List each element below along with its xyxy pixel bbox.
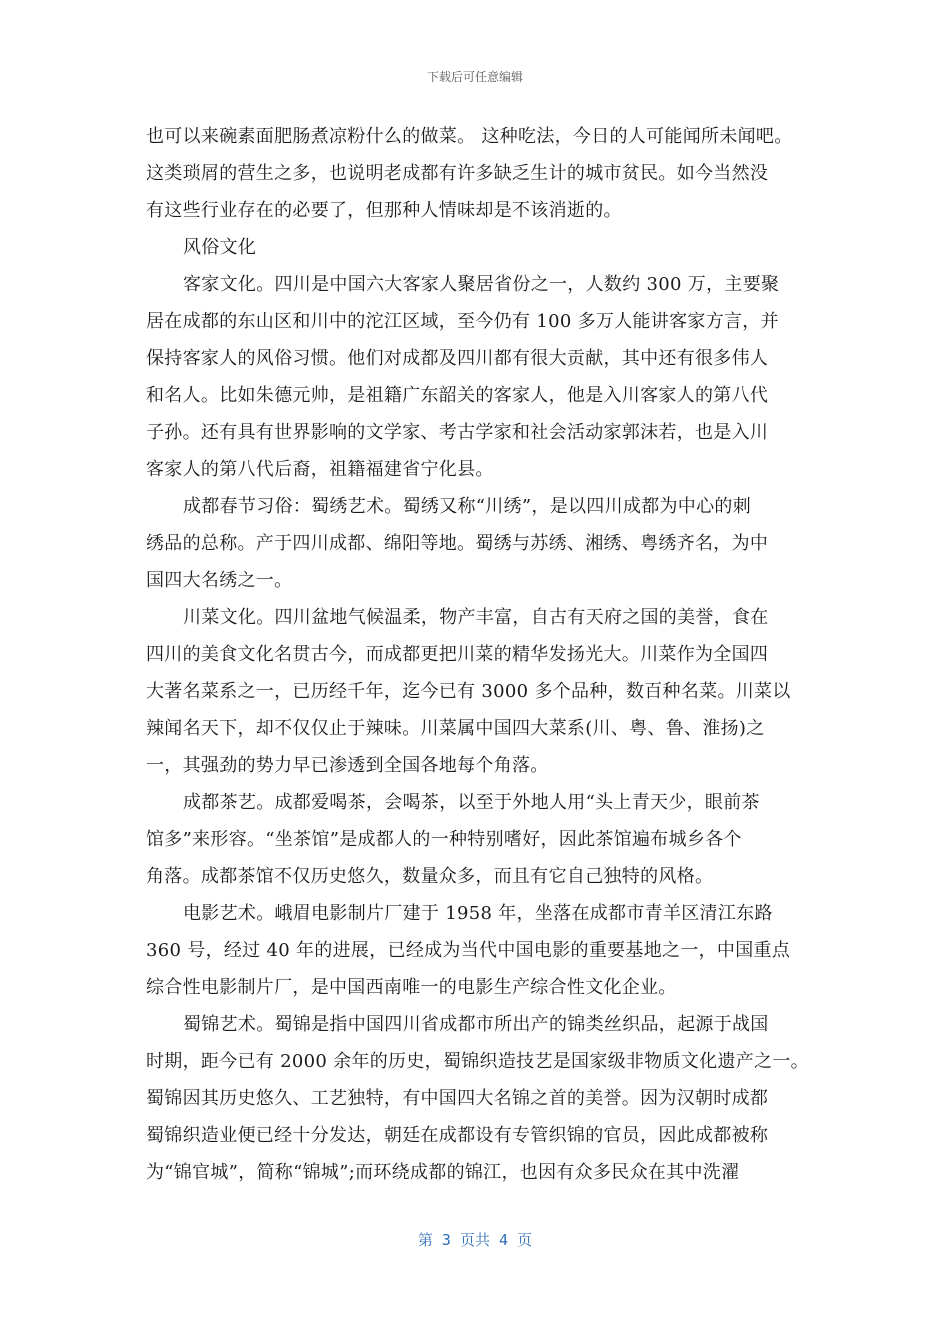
document-body	[146, 118, 836, 1191]
page-header: 下载后可任意编辑	[426, 70, 523, 84]
text-line: 成都春节习俗：蜀绣艺术。蜀绣又称“川绣”，是以四川成都为中心的刺	[183, 496, 752, 517]
text-line: 蜀锦艺术。蜀锦是指中国四川省成都市所出产的锦类丝织品，起源于战国	[183, 1014, 769, 1035]
page-number-footer: 第 3 页共 4 页	[417, 1231, 533, 1249]
text-line: 大著名菜系之一，已历经千年，迄今已有 3000 多个品种，数百种名菜。川菜以	[146, 681, 791, 702]
text-line: 居在成都的东山区和川中的沱江区域，至今仍有 100 多万人能讲客家方言，并	[146, 311, 779, 332]
text-line: 为“锦官城”，简称“锦城”;而环绕成都的锦江，也因有众多民众在其中洗濯	[146, 1162, 740, 1183]
text-line: 四川的美食文化名贯古今，而成都更把川菜的精华发扬光大。川菜作为全国四	[146, 644, 769, 665]
text-line: 蜀锦因其历史悠久、工艺独特，有中国四大名锦之首的美誉。因为汉朝时成都	[146, 1088, 769, 1109]
text-line: 客家文化。四川是中国六大客家人聚居省份之一，人数约 300 万，主要聚	[183, 274, 780, 295]
text-line: 和名人。比如朱德元帅，是祖籍广东韶关的客家人，他是入川客家人的第八代	[146, 385, 769, 406]
text-line: 成都茶艺。成都爱喝茶，会喝茶，以至于外地人用“头上青天少，眼前茶	[183, 792, 760, 813]
text-line: 馆多”来形容。“坐茶馆”是成都人的一种特别嗜好，因此茶馆遍布城乡各个	[146, 829, 742, 850]
text-line: 客家人的第八代后裔，祖籍福建省宁化县。	[146, 459, 494, 480]
text-line: 电影艺术。峨眉电影制片厂建于 1958 年，坐落在成都市青羊区清江东路	[183, 903, 773, 924]
text-line: 时期，距今已有 2000 余年的历史，蜀锦织造技艺是国家级非物质文化遗产之一。	[146, 1051, 809, 1072]
text-line: 绣品的总称。产于四川成都、绵阳等地。蜀绣与苏绣、湘绣、粤绣齐名，为中	[146, 533, 769, 554]
text-line: 风俗文化	[183, 237, 257, 258]
text-line: 蜀锦织造业便已经十分发达，朝廷在成都设有专管织锦的官员，因此成都被称	[146, 1125, 769, 1146]
text-line: 国四大名绣之一。	[146, 570, 293, 591]
text-line: 综合性电影制片厂，是中国西南唯一的电影生产综合性文化企业。	[146, 977, 677, 998]
text-line: 角落。成都茶馆不仅历史悠久，数量众多，而且有它自己独特的风格。	[146, 866, 714, 887]
text-line: 子孙。还有具有世界影响的文学家、考古学家和社会活动家郭沫若，也是入川	[146, 422, 769, 443]
text-line: 川菜文化。四川盆地气候温柔，物产丰富，自古有天府之国的美誉，食在	[183, 607, 769, 628]
text-line: 也可以来碗素面肥肠煮凉粉什么的做菜。 这种吃法，今日的人可能闻所未闻吧。	[146, 126, 793, 147]
text-line: 这类琐屑的营生之多，也说明老成都有许多缺乏生计的城市贫民。如今当然没	[146, 163, 769, 184]
text-line: 360 号，经过 40 年的进展，已经成为当代中国电影的重要基地之一，中国重点	[146, 940, 791, 961]
text-line: 一，其强劲的势力早已渗透到全国各地每个角落。	[146, 755, 549, 776]
text-line: 辣闻名天下，却不仅仅止于辣味。川菜属中国四大菜系(川、粤、鲁、淮扬)之	[146, 718, 765, 739]
text-line: 有这些行业存在的必要了，但那种人情味却是不该消逝的。	[146, 200, 622, 221]
text-line: 保持客家人的风俗习惯。他们对成都及四川都有很大贡献，其中还有很多伟人	[146, 348, 769, 369]
